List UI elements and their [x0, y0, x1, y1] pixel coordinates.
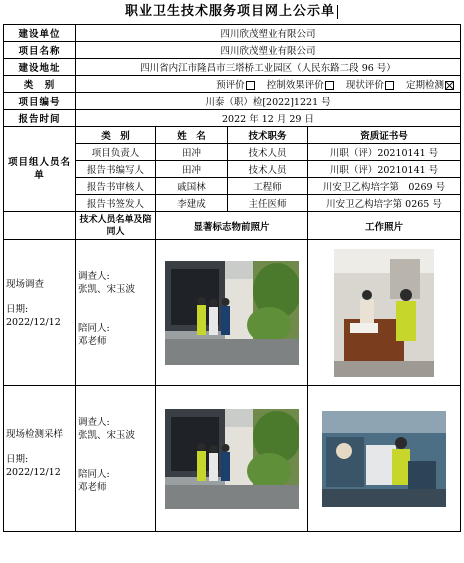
- category-option-pre[interactable]: 预评价: [216, 80, 255, 91]
- date-value: 2022/12/12: [6, 467, 61, 478]
- landmark-photo-image: [165, 409, 299, 509]
- checkbox-periodic-checked-icon[interactable]: [445, 81, 454, 90]
- investigator-names: 张凯、宋玉波: [78, 284, 136, 295]
- staff-header-title: 技术职务: [228, 127, 308, 144]
- staff-title: 技术人员: [228, 161, 308, 178]
- companion-name: 邓老师: [78, 336, 107, 347]
- staff-role: 项目负责人: [76, 144, 156, 161]
- photos-header-blank: [4, 212, 76, 240]
- landmark-photo-cell: [156, 386, 308, 532]
- date-value: 2022/12/12: [6, 317, 61, 328]
- companion-name: 邓老师: [78, 482, 107, 493]
- staff-role: 报告书签发人: [76, 195, 156, 212]
- time-label: 报告时间: [4, 110, 76, 127]
- unit-value: 四川欣茂塑业有限公司: [76, 25, 461, 42]
- number-label: 项目编号: [4, 93, 76, 110]
- notice-form: [3, 0, 460, 563]
- unit-label: 建设单位: [4, 25, 76, 42]
- work-photo-cell: [308, 240, 461, 386]
- project-label: 项目名称: [4, 42, 76, 59]
- work-photo-image: [322, 411, 446, 507]
- form-table: [3, 24, 461, 532]
- staff-cert: 川安卫乙构培字第 0265 号: [308, 195, 461, 212]
- staff-name: 戚国林: [156, 178, 228, 195]
- section-label: 现场调查: [6, 279, 45, 290]
- staff-name: 田冲: [156, 161, 228, 178]
- work-photo-cell: [308, 386, 461, 532]
- staff-title: 工程师: [228, 178, 308, 195]
- landmark-photo-cell: [156, 240, 308, 386]
- category-option-periodic[interactable]: 定期检测: [406, 80, 454, 91]
- companion-label: 陪同人:: [78, 323, 110, 334]
- category-option-status[interactable]: 现状评价: [346, 80, 394, 91]
- staff-group-label: 项目组人员名单: [4, 127, 76, 212]
- companion-label: 陪同人:: [78, 469, 110, 480]
- checkbox-status-icon[interactable]: [385, 81, 394, 90]
- time-value: 2022 年 12 月 29 日: [76, 110, 461, 127]
- photos-header-landmark: 显著标志物前照片: [156, 212, 308, 240]
- section-sampling: [4, 386, 461, 532]
- section-survey: [4, 240, 461, 386]
- investigator-label: 调查人:: [78, 417, 110, 428]
- photos-header-work: 工作照片: [308, 212, 461, 240]
- staff-title: 技术人员: [228, 144, 308, 161]
- address-value: 四川省内江市隆昌市三塔桥工业园区（人民东路二段 96 号）: [76, 59, 461, 76]
- checkbox-pre-icon[interactable]: [246, 81, 255, 90]
- form-title: 职业卫生技术服务项目网上公示单: [3, 0, 460, 25]
- staff-cert: 川职（评）20210141 号: [308, 144, 461, 161]
- category-label: 类 别: [4, 76, 76, 93]
- staff-name: 李建成: [156, 195, 228, 212]
- investigator-names: 张凯、宋玉波: [78, 430, 136, 441]
- section-survey-people: [76, 240, 156, 386]
- staff-name: 田冲: [156, 144, 228, 161]
- photos-header-people: 技术人员名单及陪同人: [76, 212, 156, 240]
- staff-role: 报告书审核人: [76, 178, 156, 195]
- staff-header-cert: 资质证书号: [308, 127, 461, 144]
- checkbox-control-icon[interactable]: [325, 81, 334, 90]
- section-sampling-people: [76, 386, 156, 532]
- text-cursor: [337, 5, 338, 19]
- section-survey-info: [4, 240, 76, 386]
- date-label: 日期:: [6, 454, 29, 465]
- investigator-label: 调查人:: [78, 271, 110, 282]
- section-label: 现场检测采样: [6, 429, 64, 440]
- staff-cert: 川安卫乙构培字第 0269 号: [308, 178, 461, 195]
- number-value: 川泰（职）检[2022]1221 号: [76, 93, 461, 110]
- date-label: 日期:: [6, 304, 29, 315]
- staff-header-role: 类 别: [76, 127, 156, 144]
- address-label: 建设地址: [4, 59, 76, 76]
- section-sampling-info: [4, 386, 76, 532]
- landmark-photo-image: [165, 261, 299, 365]
- category-option-control[interactable]: 控制效果评价: [267, 80, 334, 91]
- category-options: [76, 76, 461, 93]
- project-value: 四川欣茂塑业有限公司: [76, 42, 461, 59]
- staff-title: 主任医师: [228, 195, 308, 212]
- staff-header-name: 姓 名: [156, 127, 228, 144]
- staff-cert: 川职（评）20210141 号: [308, 161, 461, 178]
- work-photo-image: [334, 249, 434, 377]
- staff-role: 报告书编写人: [76, 161, 156, 178]
